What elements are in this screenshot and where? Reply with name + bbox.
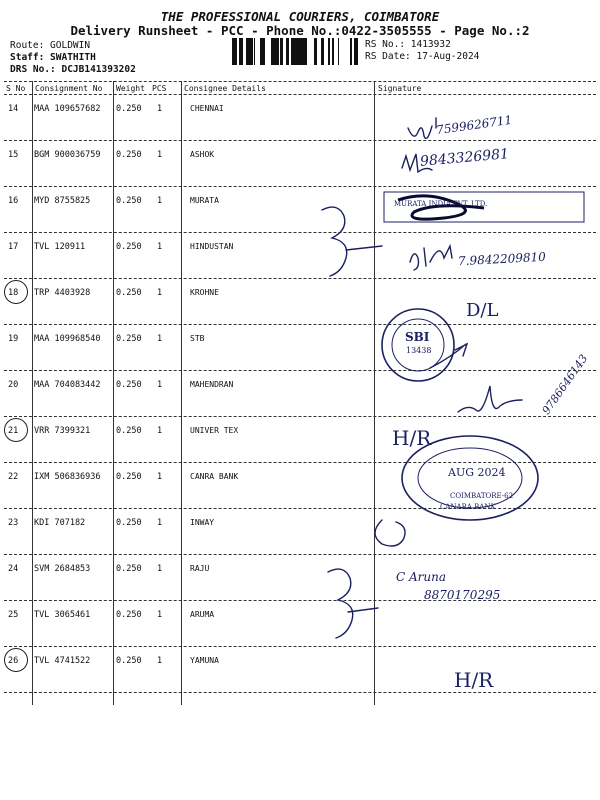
cell-consignment: BGM 900036759 [34, 150, 101, 160]
cell-sno: 17 [8, 242, 19, 252]
rs-date: RS Date: 17-Aug-2024 [365, 51, 480, 62]
cell-weight: 0.250 [116, 242, 142, 252]
stamp-date: AUG 2024 [448, 466, 506, 479]
cell-pcs: 1 [157, 104, 163, 114]
col-header-weight: Weight [116, 84, 145, 93]
cell-sno: 23 [8, 518, 19, 528]
cell-consignment: VRR 7399321 [34, 426, 91, 436]
bank-stamp-text: SBI [405, 330, 430, 344]
cell-pcs: 1 [157, 472, 163, 482]
drs-number: DRS No.: DCJB141393202 [10, 64, 136, 75]
cell-sno: 26 [8, 656, 19, 666]
cell-pcs: 1 [157, 564, 163, 574]
handwritten-mark: H/R [454, 668, 494, 692]
cell-consignment: TVL 3065461 [34, 610, 91, 620]
cell-consignment: TVL 4741522 [34, 656, 91, 666]
cell-weight: 0.250 [116, 104, 142, 114]
cell-consignment: KDI 707182 [34, 518, 86, 528]
cell-weight: 0.250 [116, 150, 142, 160]
cell-weight: 0.250 [116, 472, 142, 482]
cell-consignee: HINDUSTAN [190, 242, 234, 251]
cell-consignment: TRP 4403928 [34, 288, 91, 298]
cell-pcs: 1 [157, 196, 163, 206]
cell-consignee: INWAY [190, 518, 215, 527]
cell-pcs: 1 [157, 242, 163, 252]
cell-sno: 20 [8, 380, 19, 390]
col-header-signature: Signature [378, 84, 422, 93]
cell-weight: 0.250 [116, 426, 142, 436]
runsheet-subtitle: Delivery Runsheet - PCC - Phone No.:0422-3505555 - Page No.:2 [70, 23, 530, 38]
cell-consignment: SVM 2684853 [34, 564, 91, 574]
bank-stamp-code: 13438 [406, 346, 432, 355]
cell-consignee: ASHOK [190, 150, 215, 159]
cell-pcs: 1 [157, 656, 163, 666]
cell-pcs: 1 [157, 150, 163, 160]
cell-consignment: MAA 109968540 [34, 334, 101, 344]
cell-weight: 0.250 [116, 380, 142, 390]
col-header-pcs: PCS [152, 84, 167, 93]
cell-consignee: MAHENDRAN [190, 380, 234, 389]
cell-weight: 0.250 [116, 610, 142, 620]
cell-consignment: MYD 8755825 [34, 196, 91, 206]
route-label: Route: GOLDWIN [10, 40, 91, 51]
stamp-city: COIMBATORE-62 [450, 492, 514, 500]
cell-sno: 16 [8, 196, 19, 206]
cell-sno: 18 [8, 288, 19, 298]
handwritten-mark: H/R [392, 426, 432, 450]
cell-consignee: RAJU [190, 564, 210, 573]
cell-sno: 24 [8, 564, 19, 574]
cell-sno: 21 [8, 426, 19, 436]
cell-consignee: MURATA [190, 196, 219, 205]
cell-consignment: MAA 704083442 [34, 380, 101, 390]
handwritten-phone: 7599626711 [435, 112, 513, 138]
cell-consignment: IXM 506836936 [34, 472, 101, 482]
handwritten-name: C Aruna [396, 570, 447, 584]
rs-number: RS No.: 1413932 [365, 39, 451, 50]
cell-consignee: UNIVER TEX [190, 426, 239, 435]
cell-consignment: TVL 120911 [34, 242, 86, 252]
company-stamp-text: MURATA INDIA PVT. LTD. [394, 200, 488, 208]
handwritten-phone: 8870170295 [424, 588, 501, 602]
cell-consignee: ARUMA [190, 610, 215, 619]
cell-pcs: 1 [157, 288, 163, 298]
col-header-consignment: Consignment No [35, 84, 103, 93]
handwritten-mark: D/L [466, 300, 499, 321]
cell-consignment: MAA 109657682 [34, 104, 101, 114]
cell-consignee: STB [190, 334, 205, 343]
cell-sno: 14 [8, 104, 19, 114]
cell-pcs: 1 [157, 380, 163, 390]
staff-label: Staff: SWATHITH [10, 52, 96, 63]
cell-weight: 0.250 [116, 656, 142, 666]
company-title: THE PROFESSIONAL COURIERS, COIMBATORE [160, 9, 440, 24]
stamp-bank: CANARA BANK [440, 503, 496, 511]
cell-pcs: 1 [157, 334, 163, 344]
cell-consignee: YAMUNA [190, 656, 219, 665]
cell-consignee: CHENNAI [190, 104, 224, 113]
cell-weight: 0.250 [116, 288, 142, 298]
handwritten-phone: 9843326981 [419, 146, 510, 170]
cell-weight: 0.250 [116, 564, 142, 574]
cell-consignee: CANRA BANK [190, 472, 239, 481]
cell-pcs: 1 [157, 426, 163, 436]
cell-pcs: 1 [157, 518, 163, 528]
cell-pcs: 1 [157, 610, 163, 620]
cell-sno: 19 [8, 334, 19, 344]
cell-sno: 15 [8, 150, 19, 160]
cell-consignee: KROHNE [190, 288, 219, 297]
cell-sno: 25 [8, 610, 19, 620]
cell-weight: 0.250 [116, 518, 142, 528]
cell-weight: 0.250 [116, 334, 142, 344]
col-header-sno: S No [6, 84, 26, 93]
handwritten-phone: 9786646143 [539, 352, 591, 417]
handwritten-phone: 7.9842209810 [457, 249, 547, 269]
cell-weight: 0.250 [116, 196, 142, 206]
cell-sno: 22 [8, 472, 19, 482]
col-header-consignee: Consignee Details [184, 84, 266, 93]
